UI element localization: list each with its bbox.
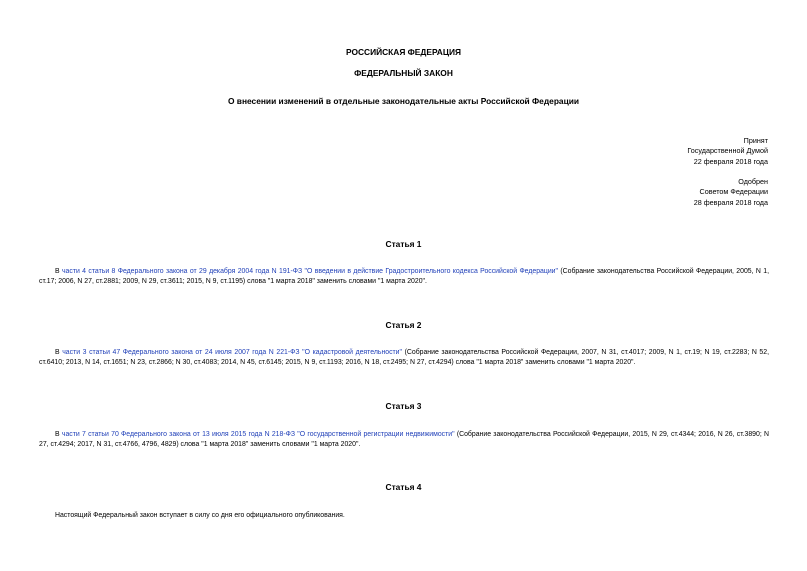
article-4-title: Статья 4 [385, 482, 422, 492]
adopted-label: Принят [743, 136, 768, 145]
adopted-by: Государственной Думой [687, 146, 768, 156]
article-2-title: Статья 2 [385, 320, 422, 330]
article-2-body: (Собрание законодательства Российской Федерации, 2007, N 31, ст.4017; 2009, N 1, ст.19; N 19, ст.2283; N 52, ст.6410; 2013, N 14, ст.1651; N 23, ст.2866; N 30, ст.4083; 2014, N 45, ст.6145; 2015, N 9, ст.1193; 2016, N 18, ст.2495; N 27, ст.4294) слова "1 марта 2018" заменить словами "1 марта 2020". [39, 349, 769, 367]
approval-block [548, 177, 768, 208]
law-type-heading: ФЕДЕРАЛЬНЫЙ ЗАКОН [354, 68, 453, 78]
adopted-date: 22 февраля 2018 года [693, 156, 768, 166]
article-1-text [39, 267, 769, 288]
article-1-law-link[interactable]: части 4 статьи 8 Федерального закона от 29 декабря 2004 года N 191-ФЗ "О введении в действие Градостроительного кодекса Российской Федерации" [61, 268, 558, 275]
article-1-prefix: В [55, 268, 62, 275]
approved-by: Советом Федерации [699, 187, 768, 197]
article-3-text [39, 430, 769, 451]
article-3-law-link[interactable]: части 7 статьи 70 Федерального закона от 13 июля 2015 года N 218-ФЗ "О государственной регистрации недвижимости" [61, 431, 455, 438]
article-2-law-link[interactable]: части 3 статьи 47 Федерального закона от 24 июля 2007 года N 221-ФЗ "О кадастровой деятельности" [62, 349, 402, 356]
approved-label: Одобрен [738, 177, 768, 186]
law-title: О внесении изменений в отдельные законодательные акты Российской Федерации [227, 96, 580, 106]
adoption-block [548, 136, 768, 167]
article-1-title: Статья 1 [385, 239, 422, 249]
article-2-prefix: В [55, 349, 63, 356]
article-4-text: Настоящий Федеральный закон вступает в силу со дня его официального опубликования. [55, 512, 345, 519]
article-3-body: (Собрание законодательства Российской Федерации, 2015, N 29, ст.4344; 2016, N 26, ст.3890; N 27, ст.4294; 2017, N 31, ст.4766, 4796, 4829) слова "1 марта 2018" заменить словами "1 марта 2020". [39, 431, 769, 449]
country-heading: РОССИЙСКАЯ ФЕДЕРАЦИЯ [345, 47, 462, 57]
approved-date: 28 февраля 2018 года [693, 197, 768, 207]
article-3-prefix: В [55, 431, 62, 438]
article-3-title: Статья 3 [385, 401, 422, 411]
article-2-text [39, 348, 769, 369]
article-1-body: (Собрание законодательства Российской Федерации, 2005, N 1, ст.17; 2006, N 27, ст.2881; 2009, N 29, ст.3611; 2015, N 9, ст.1195) слова "1 марта 2018" заменить словами "1 марта 2020". [39, 268, 769, 286]
